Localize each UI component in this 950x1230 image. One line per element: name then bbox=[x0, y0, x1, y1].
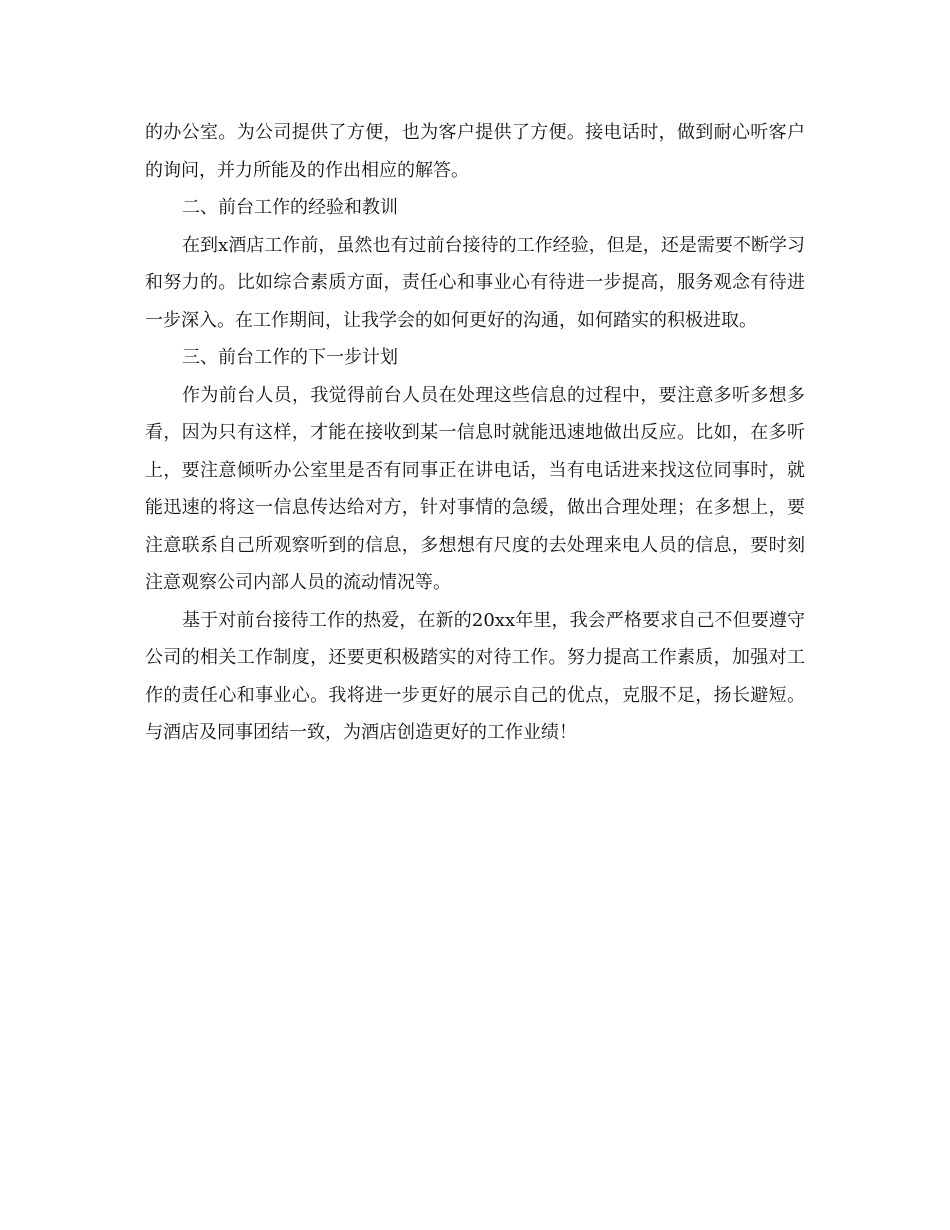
section-heading-2: 二、前台工作的经验和教训 bbox=[182, 197, 398, 218]
paragraph-closing: 基于对前台接待工作的热爱，在新的20xx年里，我会严格要求自己不但要遵守公司的相关工作制度，还要更积极踏实的对待工作。努力提高工作素质，加强对工作的责任心和事业心。我将进一步更好的展示自己的优点，克服不足，扬长避短。与酒店及同事团结一致，为酒店创造更好的工作业绩！ bbox=[145, 609, 805, 743]
section-heading-3: 三、前台工作的下一步计划 bbox=[182, 347, 398, 368]
paragraph-plan: 作为前台人员，我觉得前台人员在处理这些信息的过程中，要注意多听多想多看，因为只有这样，才能在接收到某一信息时就能迅速地做出反应。比如，在多听上，要注意倾听办公室里是否有同事正在讲电话，当有电话进来找这位同事时，就能迅速的将这一信息传达给对方，针对事情的急缓，做出合理处理；在多想上，要注意联系自己所观察听到的信息，多想想有尺度的去处理来电人员的信息，要时刻注意观察公司内部人员的流动情况等。 bbox=[145, 384, 805, 593]
document-body bbox=[145, 114, 805, 752]
paragraph-experience: 在到x酒店工作前，虽然也有过前台接待的工作经验，但是，还是需要不断学习和努力的。比如综合素质方面，责任心和事业心有待进一步提高，服务观念有待进一步深入。在工作期间，让我学会的如何更好的沟通，如何踏实的积极进取。 bbox=[145, 234, 805, 331]
paragraph-continuation: 的办公室。为公司提供了方便，也为客户提供了方便。接电话时，做到耐心听客户的询问，并力所能及的作出相应的解答。 bbox=[145, 122, 805, 181]
